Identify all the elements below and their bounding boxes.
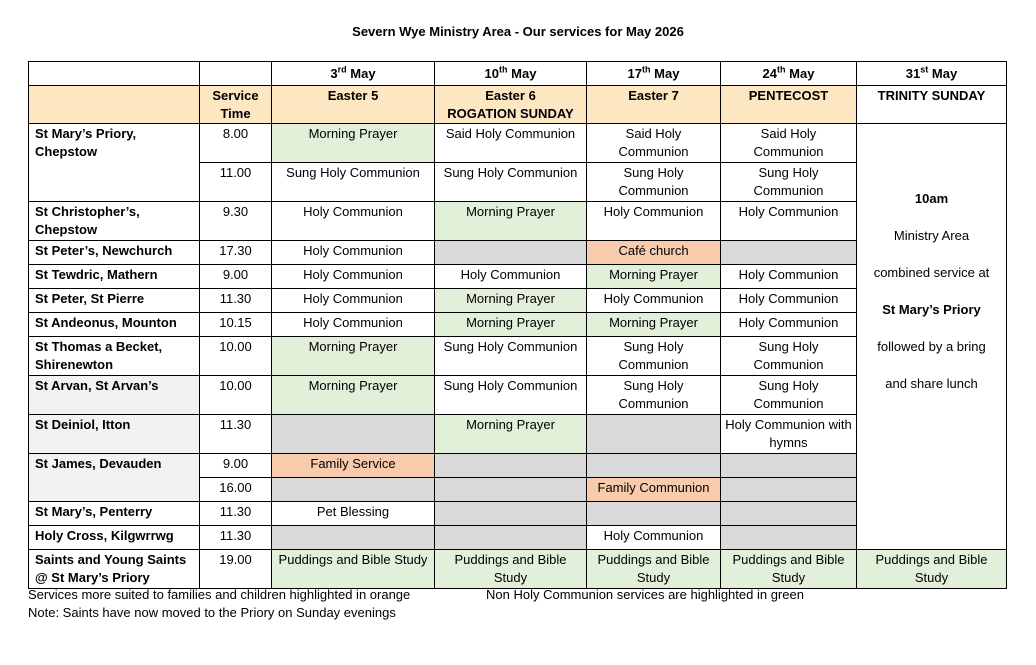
service-cell bbox=[435, 502, 587, 526]
service-cell: Holy Communion bbox=[272, 289, 435, 313]
service-cell bbox=[587, 502, 721, 526]
service-cell: Family Communion bbox=[587, 478, 721, 502]
church-name: St Andeonus, Mounton bbox=[29, 313, 200, 337]
service-cell bbox=[435, 241, 587, 265]
service-cell: Puddings and Bible Study bbox=[587, 550, 721, 589]
service-time: 8.00 bbox=[200, 124, 272, 163]
service-time: 11.30 bbox=[200, 502, 272, 526]
service-cell: Sung Holy Communion bbox=[587, 337, 721, 376]
church-name: St Arvan, St Arvan’s bbox=[29, 376, 200, 415]
date-header-row bbox=[29, 62, 1007, 86]
service-cell: Sung Holy Communion bbox=[435, 337, 587, 376]
service-cell bbox=[435, 478, 587, 502]
service-cell bbox=[272, 478, 435, 502]
church-name: St Thomas a Becket, Shirenewton bbox=[29, 337, 200, 376]
service-cell bbox=[721, 454, 857, 478]
service-cell: Holy Communion bbox=[272, 202, 435, 241]
service-time: 11.00 bbox=[200, 163, 272, 202]
church-name: St Peter, St Pierre bbox=[29, 289, 200, 313]
service-cell: Sung Holy Communion bbox=[435, 163, 587, 202]
orange-footnote: Services more suited to families and children highlighted in orange bbox=[28, 587, 411, 602]
service-time: 16.00 bbox=[200, 478, 272, 502]
service-cell bbox=[587, 415, 721, 454]
service-cell: Sung Holy Communion bbox=[721, 376, 857, 415]
service-cell: Puddings and Bible Study bbox=[857, 550, 1007, 589]
sunday-name-row bbox=[29, 86, 1007, 124]
service-time: 10.00 bbox=[200, 337, 272, 376]
date-header: 10th May bbox=[435, 62, 587, 86]
service-cell bbox=[587, 454, 721, 478]
service-cell: Holy Communion bbox=[587, 202, 721, 241]
service-cell: Morning Prayer bbox=[272, 337, 435, 376]
service-cell: Sung Holy Communion bbox=[721, 337, 857, 376]
service-cell bbox=[272, 526, 435, 550]
service-cell: Holy Communion bbox=[272, 241, 435, 265]
sunday-name: PENTECOST bbox=[721, 86, 857, 124]
trinity-combined-service bbox=[857, 124, 1007, 550]
church-name: St Peter’s, Newchurch bbox=[29, 241, 200, 265]
service-time: 9.00 bbox=[200, 265, 272, 289]
service-cell: Holy Communion bbox=[721, 202, 857, 241]
service-cell: Said Holy Communion bbox=[435, 124, 587, 163]
service-cell: Sung Holy Communion bbox=[587, 163, 721, 202]
church-name: Saints and Young Saints @ St Mary’s Priory bbox=[29, 550, 200, 589]
service-cell: Pet Blessing bbox=[272, 502, 435, 526]
trinity-line: St Mary’s Priory bbox=[882, 302, 981, 317]
service-cell: Holy Communion bbox=[435, 265, 587, 289]
service-time: 19.00 bbox=[200, 550, 272, 589]
church-name: St Deiniol, Itton bbox=[29, 415, 200, 454]
table-row bbox=[29, 124, 1007, 163]
church-name: St Mary’s Priory, Chepstow bbox=[29, 124, 200, 202]
service-time: 11.30 bbox=[200, 526, 272, 550]
trinity-line: 10am bbox=[914, 191, 949, 206]
service-cell: Sung Holy Communion bbox=[587, 376, 721, 415]
service-cell: Holy Communion bbox=[721, 313, 857, 337]
service-time-header: Service Time bbox=[200, 86, 272, 124]
service-cell bbox=[721, 502, 857, 526]
sunday-name: Easter 7 bbox=[587, 86, 721, 124]
service-cell: Puddings and Bible Study bbox=[721, 550, 857, 589]
page-title: Severn Wye Ministry Area - Our services for May 2026 bbox=[352, 24, 684, 39]
service-cell: Café church bbox=[587, 241, 721, 265]
table-row bbox=[29, 550, 1007, 589]
service-cell: Morning Prayer bbox=[435, 415, 587, 454]
date-header: 24th May bbox=[721, 62, 857, 86]
service-cell: Morning Prayer bbox=[587, 265, 721, 289]
service-cell: Family Service bbox=[272, 454, 435, 478]
service-time: 11.30 bbox=[200, 289, 272, 313]
header-blank bbox=[200, 62, 272, 86]
church-name: St Mary’s, Penterry bbox=[29, 502, 200, 526]
date-header: 3rd May bbox=[272, 62, 435, 86]
service-cell: Sung Holy Communion bbox=[435, 376, 587, 415]
service-cell: Holy Communion bbox=[587, 289, 721, 313]
service-cell: Said Holy Communion bbox=[721, 124, 857, 163]
sunday-name: TRINITY SUNDAY bbox=[857, 86, 1007, 124]
service-cell: Holy Communion bbox=[272, 313, 435, 337]
trinity-line: followed by a bring bbox=[877, 339, 986, 354]
service-time: 11.30 bbox=[200, 415, 272, 454]
service-cell bbox=[435, 526, 587, 550]
service-cell: Morning Prayer bbox=[587, 313, 721, 337]
date-header: 31st May bbox=[857, 62, 1007, 86]
service-cell bbox=[435, 454, 587, 478]
service-time: 9.30 bbox=[200, 202, 272, 241]
church-name: St Tewdric, Mathern bbox=[29, 265, 200, 289]
service-time: 17.30 bbox=[200, 241, 272, 265]
service-time: 9.00 bbox=[200, 454, 272, 478]
service-time: 10.00 bbox=[200, 376, 272, 415]
church-name: Holy Cross, Kilgwrrwg bbox=[29, 526, 200, 550]
date-header: 17th May bbox=[587, 62, 721, 86]
service-cell: Said Holy Communion bbox=[587, 124, 721, 163]
service-cell: Sung Holy Communion bbox=[272, 163, 435, 202]
green-footnote: Non Holy Communion services are highlighted in green bbox=[486, 587, 804, 602]
service-time: 10.15 bbox=[200, 313, 272, 337]
sunday-name: Easter 5 bbox=[272, 86, 435, 124]
trinity-line: and share lunch bbox=[885, 376, 978, 391]
trinity-line: Ministry Area bbox=[893, 228, 970, 243]
sunday-name: Easter 6 ROGATION SUNDAY bbox=[435, 86, 587, 124]
service-cell: Morning Prayer bbox=[272, 376, 435, 415]
service-cell: Puddings and Bible Study bbox=[435, 550, 587, 589]
church-name: St Christopher’s, Chepstow bbox=[29, 202, 200, 241]
church-name: St James, Devauden bbox=[29, 454, 200, 502]
service-cell bbox=[721, 241, 857, 265]
trinity-line: combined service at bbox=[873, 265, 990, 280]
service-cell: Puddings and Bible Study bbox=[272, 550, 435, 589]
service-cell: Holy Communion bbox=[272, 265, 435, 289]
service-cell: Holy Communion with hymns bbox=[721, 415, 857, 454]
service-cell: Holy Communion bbox=[721, 289, 857, 313]
service-cell bbox=[721, 526, 857, 550]
services-table bbox=[28, 61, 1007, 589]
service-cell: Sung Holy Communion bbox=[721, 163, 857, 202]
service-cell: Holy Communion bbox=[587, 526, 721, 550]
saints-footnote: Note: Saints have now moved to the Priory on Sunday evenings bbox=[28, 605, 396, 620]
service-cell bbox=[272, 415, 435, 454]
service-cell: Morning Prayer bbox=[272, 124, 435, 163]
service-cell: Holy Communion bbox=[721, 265, 857, 289]
header-blank bbox=[29, 86, 200, 124]
service-cell: Morning Prayer bbox=[435, 202, 587, 241]
service-cell bbox=[721, 478, 857, 502]
service-cell: Morning Prayer bbox=[435, 313, 587, 337]
header-blank bbox=[29, 62, 200, 86]
service-cell: Morning Prayer bbox=[435, 289, 587, 313]
